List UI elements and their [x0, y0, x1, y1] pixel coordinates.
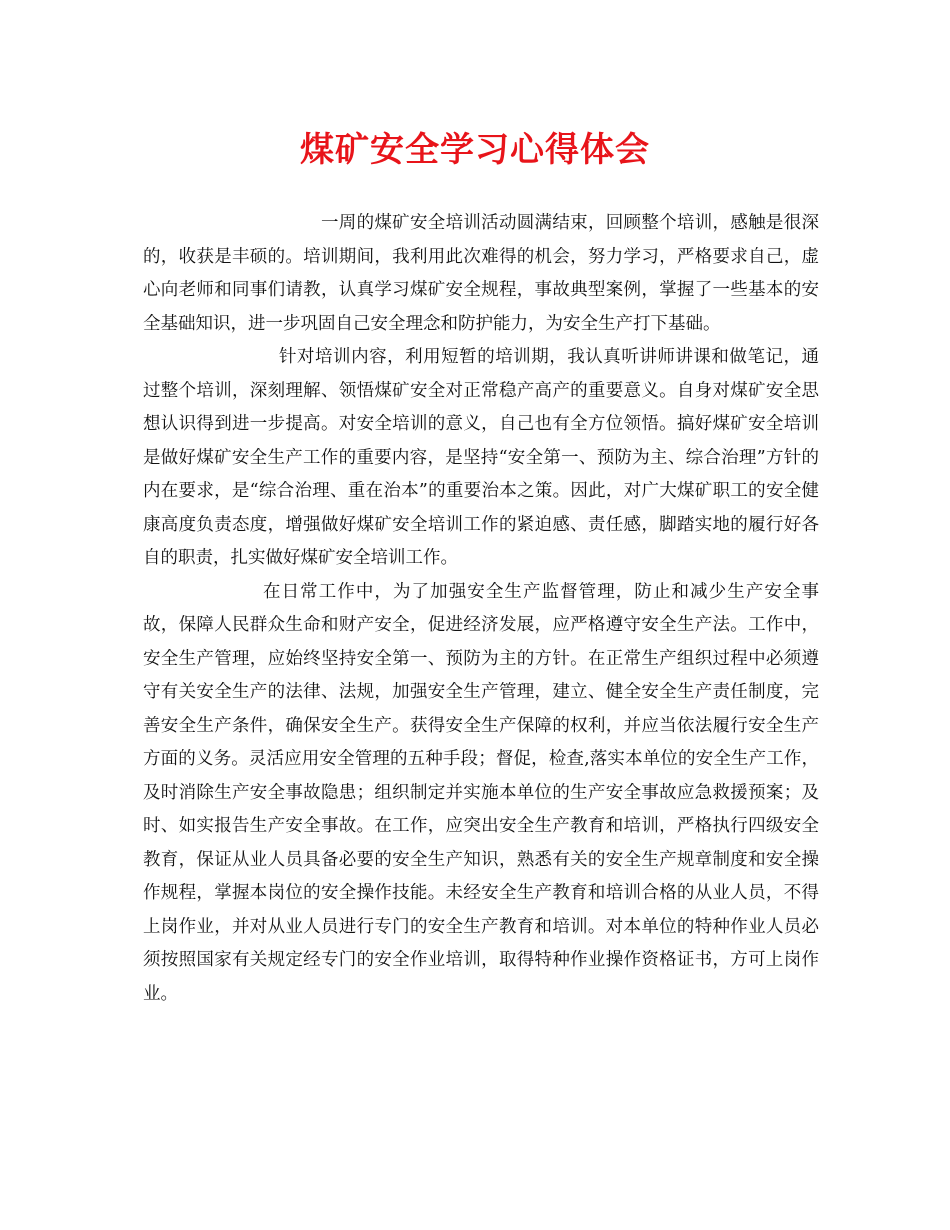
- paragraph-training-content: 针对培训内容，利用短暂的培训期，我认真听讲师讲课和做笔记，通过整个培训，深刻理解、领悟煤矿安全对正常稳产高产的重要意义。自身对煤矿安全思想认识得到进一步提高。对安全培训的意义，自己也有全方位领悟。搞好煤矿安全培训是做好煤矿安全生产工作的重要内容，是坚持“安全第一、预防为主、综合治理”方针的内在要求，是“综合治理、重在治本”的重要治本之策。因此，对广大煤矿职工的安全健康高度负责态度，增强做好煤矿安全培训工作的紧迫感、责任感，脚踏实地的履行好各自的职责，扎实做好煤矿安全培训工作。: [143, 347, 819, 568]
- paragraph-training-summary: 一周的煤矿安全培训活动圆满结束，回顾整个培训，感触是很深的，收获是丰硕的。培训期间，我利用此次难得的机会，努力学习，严格要求自己，虚心向老师和同事们请教，认真学习煤矿安全规程，事故典型案例，掌握了一些基本的安全基础知识，进一步巩固自己安全理念和防护能力，为安全生产打下基础。: [143, 213, 819, 334]
- document-title: 煤矿安全学习心得体会: [300, 130, 650, 170]
- paragraph-daily-work: 在日常工作中，为了加强安全生产监督管理，防止和减少生产安全事故，保障人民群众生命和财产安全，促进经济发展，应严格遵守安全生产法。工作中，安全生产管理，应始终坚持安全第一、预防为主的方针。在正常生产组织过程中必须遵守有关安全生产的法律、法规，加强安全生产管理，建立、健全安全生产责任制度，完善安全生产条件，确保安全生产。获得安全生产保障的权利，并应当依法履行安全生产方面的义务。灵活应用安全管理的五种手段；督促，检查,落实本单位的安全生产工作，及时消除生产安全事故隐患；组织制定并实施本单位的生产安全事故应急救援预案；及时、如实报告生产安全事故。在工作，应突出安全生产教育和培训，严格执行四级安全教育，保证从业人员具备必要的安全生产知识，熟悉有关的安全生产规章制度和安全操作规程，掌握本岗位的安全操作技能。未经安全生产教育和培训合格的从业人员，不得上岗作业，并对从业人员进行专门的安全生产教育和培训。对本单位的特种作业人员必须按照国家有关规定经专门的安全作业培训，取得特种作业操作资格证书，方可上岗作业。: [143, 581, 819, 1004]
- document-body: [143, 207, 819, 1011]
